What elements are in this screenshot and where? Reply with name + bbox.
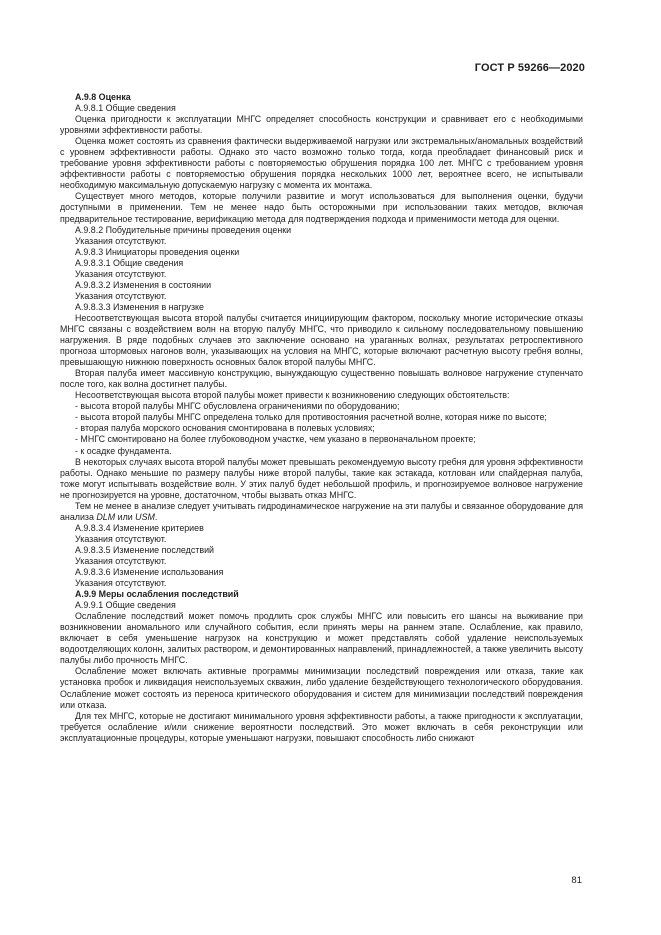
paragraph: А.9.8.3.2 Изменения в состоянии xyxy=(75,279,212,290)
paragraph: Ослабление последствий может помочь продлить срок службы МНГС или повысить его шансы на выживание при возникновении аномального или случайного события, если принять меры на раннем этапе. Ослабление, как правило, включает в себя уменьшение нагрузок на конструкцию и может представлять собой удаление неиспользуемых водоотделяющих колонн, залитых раствором, и демонтированных направлений, принадлежностей, а также увеличить высоту палубы либо прочность МНГС. xyxy=(60,611,583,666)
paragraph: - МНГС смонтировано на более глубоководном участке, чем указано в первоначальном проекте; xyxy=(75,434,476,445)
emphasis-term: DLM xyxy=(96,511,116,522)
document-code-header: ГОСТ Р 59266—2020 xyxy=(474,62,585,74)
paragraph: - высота второй палубы МНГС обусловлена ограничениями по оборудованию; xyxy=(75,401,400,412)
paragraph: Ослабление может включать активные программы минимизации последствий повреждения или отказа, такие как установка пробок и ликвидация неиспользуемых скважин, либо удаление бездействующего технологического оборудования. Ослабление может состоять из переноса критического оборудования и систем для минимизации последствий повреждения или отказа. xyxy=(60,666,583,710)
paragraph: Указания отсутствуют. xyxy=(75,235,167,246)
section-heading: А.9.9 Меры ослабления последствий xyxy=(75,589,239,600)
emphasis-term: USM xyxy=(135,511,155,522)
paragraph: А.9.8.3 Инициаторы проведения оценки xyxy=(75,246,240,257)
page-number: 81 xyxy=(571,875,582,886)
paragraph-text: Тем не менее в анализе следует учитывать гидродинамическое нагружение на эти палубы и связанное оборудование для анализа xyxy=(60,500,583,522)
paragraph: Указания отсутствуют. xyxy=(75,533,167,544)
paragraph: Указания отсутствуют. xyxy=(75,555,167,566)
paragraph: А.9.8.2 Побудительные причины проведения оценки xyxy=(75,224,292,235)
paragraph: А.9.8.3.1 Общие сведения xyxy=(75,257,184,268)
paragraph: Для тех МНГС, которые не достигают минимального уровня эффективности работы, а также пригодности к эксплуатации, требуется ослабление и/или снижение вероятности последствий. Это может включать в себя реконструкции или эксплуатационные процедуры, которые уменьшают нагрузки, повышают способность либо снижают xyxy=(60,710,583,743)
paragraph: - вторая палуба морского основания смонтирована в полевых условиях; xyxy=(75,423,375,434)
paragraph: А.9.8.3.6 Изменение использования xyxy=(75,567,224,578)
paragraph: Несоответствующая высота второй палубы считается инициирующим фактором, поскольку многие исторические отказы МНГС связаны с воздействием волн на вторую палубу МНГС, что приводило к сильному последовательному повышению нагружения. В ряде подобных случаев это заключение основано на ураганных волнах, результатах ретроспективного прогноза штормовых нагонов волн, указывающих на условия на МНГС, которые включают расчетную высоту гребня волны, превышающую нижнюю поверхность основных балок второй палубы МНГС. xyxy=(60,312,583,368)
paragraph: А.9.9.1 Общие сведения xyxy=(75,600,176,611)
paragraph: - высота второй палубы МНГС определена только для противостояния расчетной волне, которая ниже по высоте; xyxy=(75,412,547,423)
paragraph: Вторая палуба имеет массивную конструкцию, вынуждающую существенно повышать волновое нагружение ступенчато после того, как волна достигнет палубы. xyxy=(60,368,583,390)
paragraph xyxy=(60,501,583,523)
paragraph: А.9.8.3.5 Изменение последствий xyxy=(75,544,214,555)
paragraph: - к осадке фундамента. xyxy=(75,445,172,456)
paragraph: В некоторых случаях высота второй палубы может превышать рекомендуемую высоту гребня для уровня эффективности работы. Однако меньшие по размеру палубы ниже второй палубы, такие как эстакада, котлован или спайдерная палуба, тоже могут испытывать воздействие волн. У этих палуб будет небольшой профиль, и прогнозируемое волновое нагружение не прогнозируется на уровне, достаточном, чтобы вызвать отказ МНГС. xyxy=(60,456,583,500)
paragraph: Указания отсутствуют. xyxy=(75,290,167,301)
paragraph: Оценка может состоять из сравнения фактически выдерживаемой нагрузки или экстремальных/аномальных воздействий с уровнем эффективности работы. Однако это часто возможно только тогда, когда преобладает финансовый риск и требование уровня эффективности работы с повторяемостью обрушения порядка 100 лет. МНГС с требованием уровня эффективности работы с повторяемостью обрушения порядка нескольких 1000 лет, вероятнее всего, не испытывали необходимую максимальную допускаемую нагрузку с момента их монтажа. xyxy=(60,136,583,191)
paragraph: А.9.8.3.4 Изменение критериев xyxy=(75,522,204,533)
paragraph: Оценка пригодности к эксплуатации МНГС определяет способность конструкции и сравнивает его с необходимыми уровнями эффективности работы. xyxy=(60,114,583,136)
paragraph-text: . xyxy=(154,511,158,522)
paragraph: А.9.8.3.3 Изменения в нагрузке xyxy=(75,301,204,312)
section-heading: А.9.8 Оценка xyxy=(75,92,131,102)
paragraph-text: или xyxy=(115,511,136,522)
paragraph: А.9.8.1 Общие сведения xyxy=(75,103,176,114)
document-body xyxy=(60,92,583,744)
paragraph: Существует много методов, которые получили развитие и могут использоваться для выполнения оценки, будучи доступными в применении. Тем не менее надо быть осторожными при использовании таких методов, включая предварительное тестирование, верификацию метода для подтверждения подхода и применимости метода для оценки. xyxy=(60,191,583,224)
paragraph: Указания отсутствуют. xyxy=(75,268,167,279)
paragraph: Несоответствующая высота второй палубы может привести к возникновению следующих обстоятельств: xyxy=(75,390,510,401)
paragraph: Указания отсутствуют. xyxy=(75,578,167,589)
